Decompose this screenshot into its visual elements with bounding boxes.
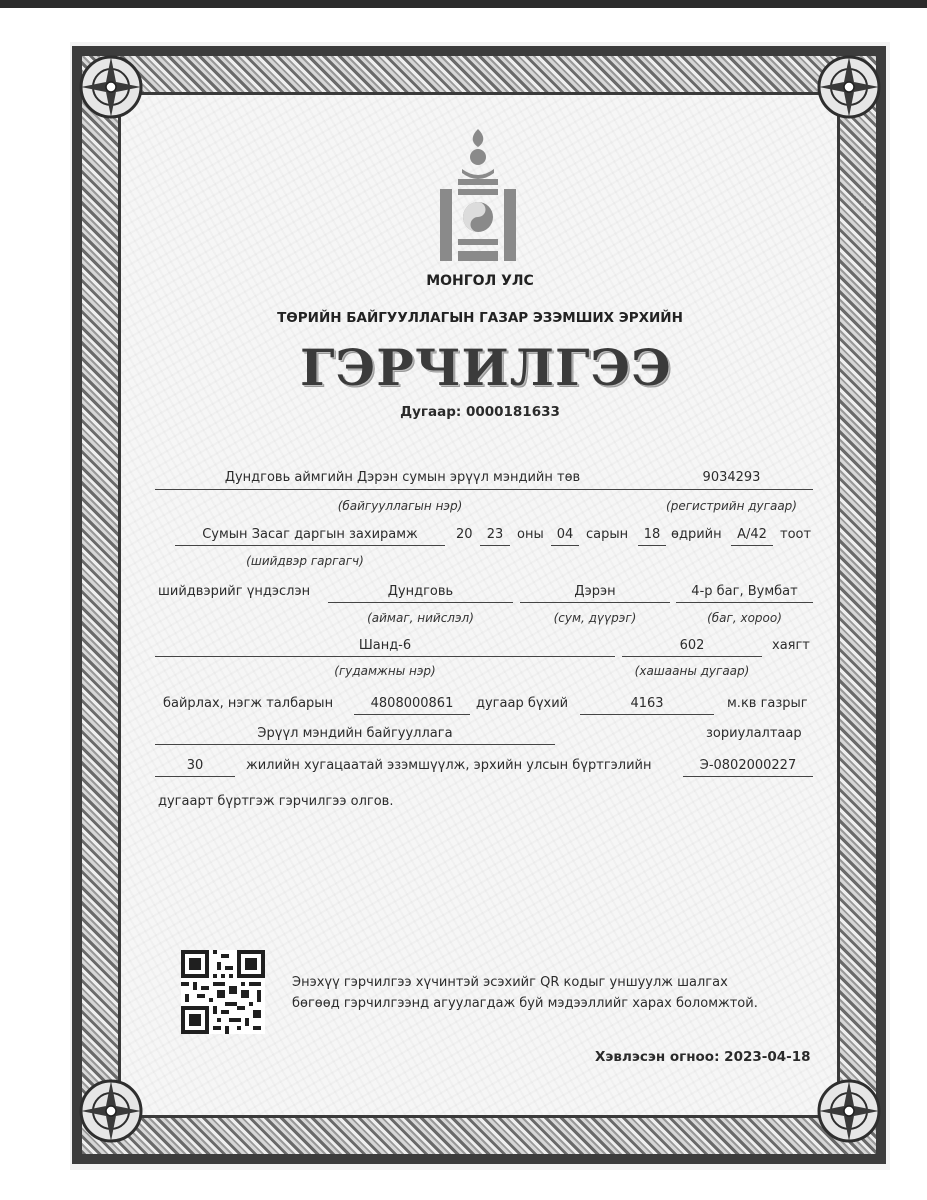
qr-note-line-2: бөгөөд гэрчилгээнд агуулагдаж буй мэдээллийг харах боломжтой.: [292, 996, 758, 1011]
scan-edge-bar: [0, 0, 927, 8]
bag-value: 4-р баг, Вумбат: [691, 584, 798, 599]
parcel-lead-text: байрлах, нэгж талбарын: [163, 696, 334, 711]
bag-line: [676, 602, 813, 603]
day-word: өдрийн: [671, 527, 722, 542]
day-line: [638, 545, 666, 546]
qr-note-line-1: Энэхүү гэрчилгээ хүчинтэй эсэхийг QR кодыг уншуулж шалгах: [292, 975, 728, 990]
order-value: А/42: [737, 527, 767, 542]
bag-caption: (баг, хороо): [707, 611, 782, 625]
street-value: Шанд-6: [358, 638, 412, 653]
ornament-corner-icon: [806, 44, 892, 130]
years-line: [155, 776, 235, 777]
purpose-suffix: зориулалтаар: [706, 726, 802, 741]
order-word: тоот: [780, 527, 812, 542]
reg-number-line: [650, 489, 813, 490]
org-name-value: Дундговь аймгийн Дэрэн сумын эрүүл мэндийн төв: [224, 470, 581, 485]
century-text: 20: [456, 527, 473, 542]
certificate-subtitle: ТӨРИЙН БАЙГУУЛЛАГЫН ГАЗАР ЭЗЭМШИХ ЭРХИЙН: [277, 310, 683, 326]
parcel-mid-text: дугаар бүхий: [476, 696, 569, 711]
parcel-line: [354, 714, 470, 715]
fence-caption: (хашааны дугаар): [634, 664, 750, 678]
ornament-corner-icon: [806, 1068, 892, 1154]
ornament-corner-icon: [68, 44, 154, 130]
closing-text: дугаарт бүртгэж гэрчилгээ олгов.: [158, 794, 394, 809]
fence-line: [622, 656, 762, 657]
country-heading: МОНГОЛ УЛС: [426, 273, 534, 289]
soyombo-emblem-icon: [436, 127, 520, 263]
org-name-caption: (байгууллагын нэр): [337, 499, 463, 513]
registration-number-value: Э-0802000227: [699, 758, 797, 773]
year-value: 23: [486, 527, 504, 542]
qr-code-icon: [181, 950, 265, 1034]
printed-date: Хэвлэсэн огноо: 2023-04-18: [595, 1049, 811, 1065]
sum-caption: (сум, дүүрэг): [553, 611, 637, 625]
years-value: 30: [186, 758, 204, 773]
aimag-caption: (аймаг, нийслэл): [367, 611, 474, 625]
org-name-line: [155, 489, 650, 490]
reg-number-value: 9034293: [702, 470, 761, 485]
purpose-value: Эрүүл мэндийн байгууллага: [257, 726, 453, 741]
basis-lead-text: шийдвэрийг үндэслэн: [158, 584, 311, 599]
month-word: сарын: [586, 527, 629, 542]
reg-no-line: [683, 776, 813, 777]
sum-value: Дэрэн: [574, 584, 616, 599]
area-suffix: м.кв газрыг: [727, 696, 808, 711]
street-line: [155, 656, 615, 657]
parcel-number-value: 4808000861: [370, 696, 454, 711]
certificate-title: ГЭРЧИЛГЭЭ: [300, 338, 673, 397]
term-text: жилийн хугацаатай эзэмшүүлж, эрхийн улсын бүртгэлийн: [246, 758, 652, 773]
month-line: [551, 545, 579, 546]
issuer-caption: (шийдвэр гаргагч): [246, 554, 364, 568]
year-line: [480, 545, 510, 546]
reg-number-caption: (регистрийн дугаар): [666, 499, 797, 513]
day-value: 18: [643, 527, 661, 542]
certificate-number: Дугаар: 0000181633: [400, 404, 560, 420]
address-suffix: хаягт: [772, 638, 810, 653]
month-value: 04: [556, 527, 574, 542]
issuer-line: [175, 545, 445, 546]
issuer-value: Сумын Засаг даргын захирамж: [202, 527, 418, 542]
fence-value: 602: [679, 638, 705, 653]
area-value: 4163: [630, 696, 664, 711]
year-word: оны: [517, 527, 544, 542]
ornament-corner-icon: [68, 1068, 154, 1154]
order-line: [731, 545, 773, 546]
aimag-line: [328, 602, 513, 603]
aimag-value: Дундговь: [387, 584, 454, 599]
area-line: [580, 714, 714, 715]
street-caption: (гудамжны нэр): [334, 664, 436, 678]
sum-line: [520, 602, 670, 603]
purpose-line: [155, 744, 555, 745]
